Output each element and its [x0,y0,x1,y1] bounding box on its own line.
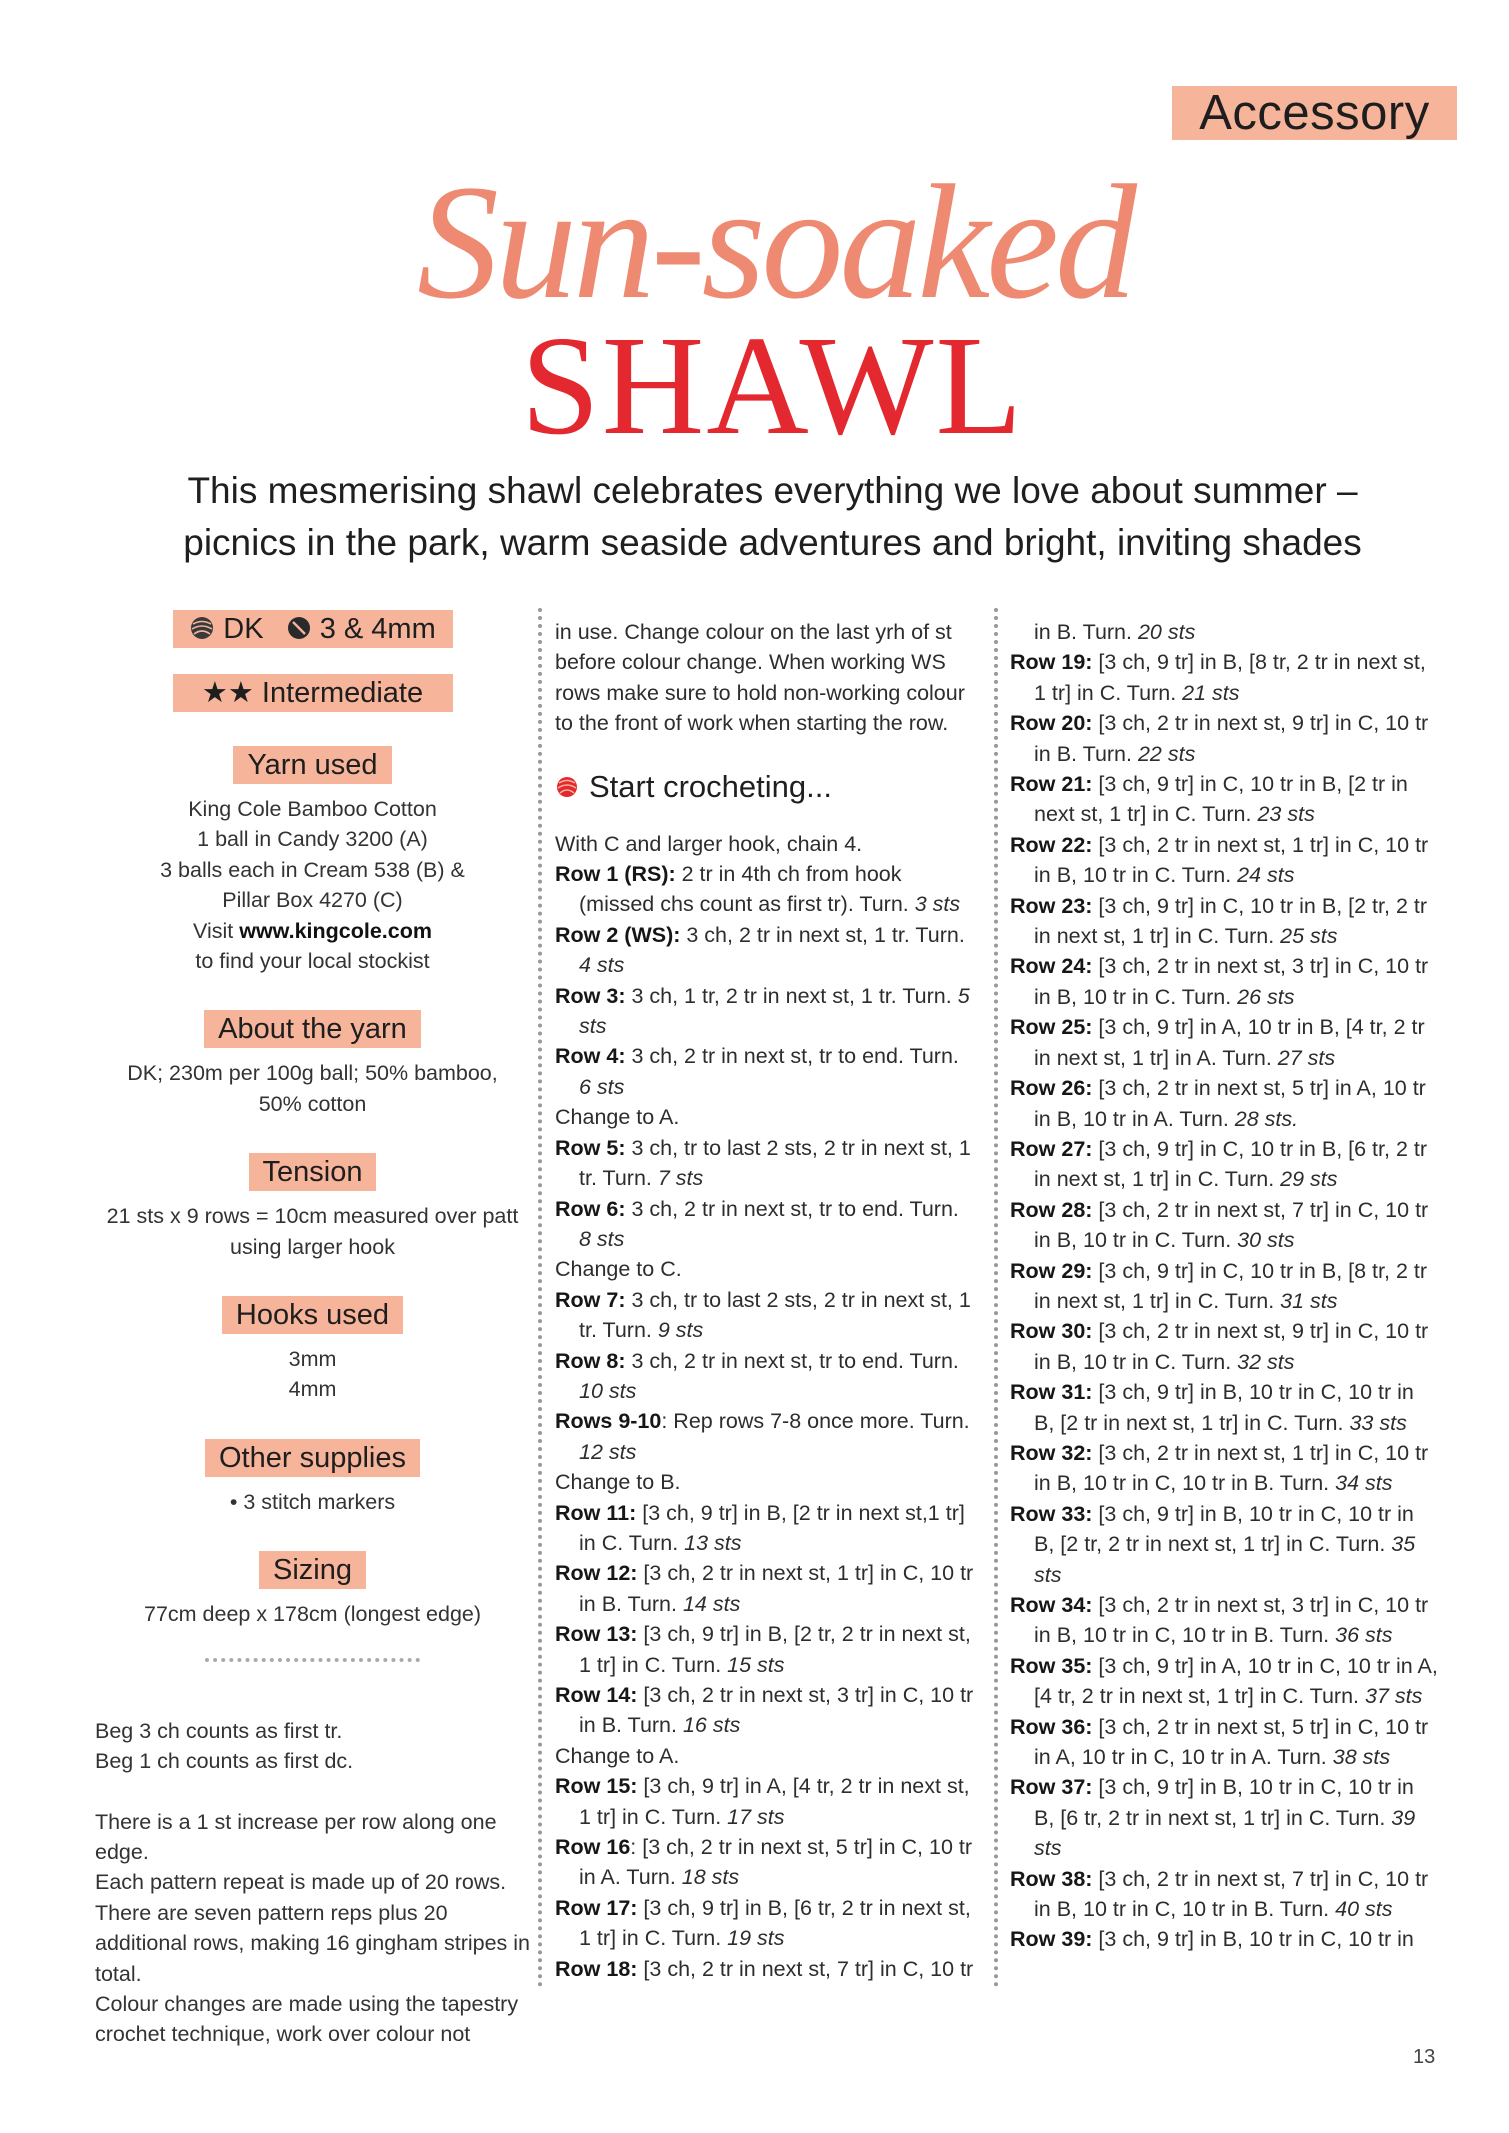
pattern-row: Row 18: [3 ch, 2 tr in next st, 7 tr] in C, 10 tr [555,1956,974,1981]
note-beg-dc: Beg 1 ch counts as first dc. [95,1749,354,1774]
section-tag: Accessory [1172,86,1457,140]
pattern-row: Row 24: [3 ch, 2 tr in next st, 3 tr] in C, 10 tr in B, 10 tr in C. Turn. 26 sts [1010,954,1429,1009]
pattern-row: Row 4: 3 ch, 2 tr in next st, tr to end. Turn. 6 sts [555,1044,959,1099]
tension-line: using larger hook [230,1234,395,1259]
standfirst-line-1: This mesmerising shawl celebrates everything we love about summer – [187,470,1358,511]
tension-heading: Tension [249,1153,377,1191]
skill-level-badge [173,674,453,712]
pattern-row: Row 30: [3 ch, 2 tr in next st, 9 tr] in C, 10 tr in B, 10 tr in C. Turn. 32 sts [1010,1319,1429,1374]
tension-text [95,1201,530,1262]
pattern-row: Row 7: 3 ch, tr to last 2 sts, 2 tr in next st, 1 tr. Turn. 9 sts [555,1287,971,1343]
intro-continued: in use. Change colour on the last yrh of st before colour change. When working WS rows make sure to hold non-working colour to the front of work when starting the row. [555,620,965,736]
about-yarn-heading: About the yarn [204,1010,421,1048]
pattern-notes [95,1716,535,2050]
pattern-row: Row 11: [3 ch, 9 tr] in B, [2 tr in next st,1 tr] in C. Turn. 13 sts [555,1500,965,1555]
yarn-weight: DK [223,613,264,645]
section-divider [205,1658,420,1662]
standfirst-line-2: picnics in the park, warm seaside adventures and bright, inviting shades [183,522,1362,563]
page-title: SHAWL [520,306,1025,464]
pattern-row: Row 23: [3 ch, 9 tr] in C, 10 tr in B, [2 tr, 2 tr in next st, 1 tr] in C. Turn. 25 sts [1010,893,1428,949]
title-script: Sun-soaked [416,152,1134,333]
yarn-line: 1 ball in Candy 3200 (A) [197,827,428,852]
visit-prefix: Visit [193,918,240,943]
pattern-column-2 [1010,617,1440,1955]
pattern-row: Row 35: [3 ch, 9 tr] in A, 10 tr in C, 10 tr in A, [4 tr, 2 tr in next st, 1 tr] in C. Turn. 37 sts [1010,1653,1438,1709]
pattern-row: Row 21: [3 ch, 9 tr] in C, 10 tr in B, [2 tr in next st, 1 tr] in C. Turn. 23 sts [1010,772,1408,827]
skill-level: Intermediate [261,677,424,709]
standfirst [100,465,1445,569]
sizing-text: 77cm deep x 178cm (longest edge) [143,1602,482,1627]
note-increase: There is a 1 st increase per row along one edge. [95,1809,497,1864]
pattern-row: Row 12: [3 ch, 2 tr in next st, 1 tr] in C, 10 tr in B. Turn. 14 sts [555,1561,974,1616]
pattern-row: Row 38: [3 ch, 2 tr in next st, 7 tr] in C, 10 tr in B, 10 tr in C, 10 tr in B. Turn. 40 sts [1010,1866,1429,1922]
about-yarn-text [95,1058,530,1119]
pattern-row: Rows 9-10: Rep rows 7-8 once more. Turn. 12 sts [555,1409,970,1464]
start-crocheting-heading [555,767,975,807]
start-instruction: With C and larger hook, chain 4. [555,831,863,856]
about-yarn-line: DK; 230m per 100g ball; 50% bamboo, [127,1061,498,1086]
pattern-row: Row 33: [3 ch, 9 tr] in B, 10 tr in C, 10 tr in B, [2 tr, 2 tr in next st, 1 tr] in C. Turn. 35 sts [1010,1501,1416,1587]
page-number: 13 [1413,2046,1436,2068]
hook-sizes: 3 & 4mm [319,613,436,645]
yarn-ball-icon [189,615,215,641]
pattern-row: Row 19: [3 ch, 9 tr] in B, [8 tr, 2 tr in next st, 1 tr] in C. Turn. 21 sts [1010,650,1426,705]
yarn-used-heading: Yarn used [233,746,391,784]
pattern-row: Row 1 (RS): 2 tr in 4th ch from hook (missed chs count as first tr). Turn. 3 sts [555,862,961,917]
pattern-row: Row 34: [3 ch, 2 tr in next st, 3 tr] in C, 10 tr in B, 10 tr in C, 10 tr in B. Turn. 36 sts [1010,1593,1429,1648]
note-beg-tr: Beg 3 ch counts as first tr. [95,1718,343,1743]
tension-line: 21 sts x 9 rows = 10cm measured over patt [106,1204,519,1229]
pattern-row: Row 3: 3 ch, 1 tr, 2 tr in next st, 1 tr. Turn. 5 sts [555,983,970,1039]
note-repeat: Each pattern repeat is made up of 20 rows. There are seven pattern reps plus 20 additional rows, making 16 gingham stripes in total. [95,1870,531,1986]
pattern-row: Row 39: [3 ch, 9 tr] in B, 10 tr in C, 10 tr in [1010,1927,1414,1952]
yarn-visit-post: to find your local stockist [195,949,430,974]
pattern-row: Row 14: [3 ch, 2 tr in next st, 3 tr] in C, 10 tr in B. Turn. 16 sts [555,1683,974,1738]
yarn-line: Pillar Box 4270 (C) [222,888,403,913]
hook-size: 4mm [288,1377,337,1402]
pattern-row: Row 37: [3 ch, 9 tr] in B, 10 tr in C, 10 tr in B, [6 tr, 2 tr in next st, 1 tr] in C. Turn. 39 sts [1010,1775,1416,1861]
info-column [95,610,530,2050]
hooks-used-heading: Hooks used [222,1296,403,1334]
column-divider [994,608,998,1988]
pattern-row-continued: in B. Turn. 20 sts [1034,620,1196,644]
stockist-link[interactable]: www.kingcole.com [239,918,432,943]
pattern-row: Row 15: [3 ch, 9 tr] in A, [4 tr, 2 tr in next st, 1 tr] in C. Turn. 17 sts [555,1774,970,1829]
hooks-used-text [95,1344,530,1405]
column-divider [538,608,542,1988]
yarn-line: King Cole Bamboo Cotton [188,797,437,821]
colour-change: Change to B. [555,1470,681,1495]
skill-stars: ★★ [201,677,254,709]
crochet-hook-icon [286,615,312,641]
start-heading-text: Start crocheting... [589,768,832,804]
yarn-ball-icon [555,775,579,799]
sizing-heading: Sizing [259,1551,366,1589]
other-supplies-text: • 3 stitch markers [229,1489,396,1514]
colour-change: Change to A. [555,1105,680,1130]
pattern-row: Row 6: 3 ch, 2 tr in next st, tr to end. Turn. 8 sts [555,1196,959,1251]
pattern-row: Row 16: [3 ch, 2 tr in next st, 5 tr] in C, 10 tr in A. Turn. 18 sts [555,1835,973,1890]
hook-size: 3mm [288,1347,337,1372]
pattern-column-1 [555,617,975,1984]
pattern-row: Row 2 (WS): 3 ch, 2 tr in next st, 1 tr. Turn. 4 sts [555,922,965,978]
pattern-row: Row 29: [3 ch, 9 tr] in C, 10 tr in B, [8 tr, 2 tr in next st, 1 tr] in C. Turn. 31 sts [1010,1258,1428,1313]
pattern-row: Row 28: [3 ch, 2 tr in next st, 7 tr] in C, 10 tr in B, 10 tr in C. Turn. 30 sts [1010,1197,1429,1253]
yarn-visit-line [95,916,530,946]
pattern-row: Row 31: [3 ch, 9 tr] in B, 10 tr in C, 10 tr in B, [2 tr in next st, 1 tr] in C. Turn. 33 sts [1010,1380,1414,1435]
yarn-weight-badge [173,610,453,648]
pattern-row: Row 22: [3 ch, 2 tr in next st, 1 tr] in C, 10 tr in B, 10 tr in C. Turn. 24 sts [1010,832,1429,888]
note-colour-change: Colour changes are made using the tapestry crochet technique, work over colour not [95,1991,519,2047]
pattern-row: Row 25: [3 ch, 9 tr] in A, 10 tr in B, [4 tr, 2 tr in next st, 1 tr] in A. Turn. 27 sts [1010,1015,1425,1070]
pattern-row: Row 32: [3 ch, 2 tr in next st, 1 tr] in C, 10 tr in B, 10 tr in C, 10 tr in B. Turn. 34 sts [1010,1440,1429,1496]
pattern-row: Row 26: [3 ch, 2 tr in next st, 5 tr] in A, 10 tr in B, 10 tr in A. Turn. 28 sts. [1010,1076,1426,1131]
colour-change: Change to C. [555,1257,682,1282]
pattern-row: Row 5: 3 ch, tr to last 2 sts, 2 tr in next st, 1 tr. Turn. 7 sts [555,1135,971,1191]
pattern-row: Row 13: [3 ch, 9 tr] in B, [2 tr, 2 tr in next st, 1 tr] in C. Turn. 15 sts [555,1622,971,1677]
yarn-line: 3 balls each in Cream 538 (B) & [160,857,465,882]
pattern-row: Row 8: 3 ch, 2 tr in next st, tr to end. Turn. 10 sts [555,1348,959,1403]
pattern-row: Row 20: [3 ch, 2 tr in next st, 9 tr] in C, 10 tr in B. Turn. 22 sts [1010,711,1429,766]
pattern-row: Row 27: [3 ch, 9 tr] in C, 10 tr in B, [6 tr, 2 tr in next st, 1 tr] in C. Turn. 29 sts [1010,1136,1428,1192]
yarn-used-text [95,794,530,976]
colour-change: Change to A. [555,1743,680,1768]
other-supplies-heading: Other supplies [205,1439,420,1477]
about-yarn-line: 50% cotton [258,1091,367,1116]
pattern-row: Row 36: [3 ch, 2 tr in next st, 5 tr] in C, 10 tr in A, 10 tr in C, 10 tr in A. Turn. 38 sts [1010,1714,1429,1770]
pattern-row: Row 17: [3 ch, 9 tr] in B, [6 tr, 2 tr in next st, 1 tr] in C. Turn. 19 sts [555,1895,971,1951]
